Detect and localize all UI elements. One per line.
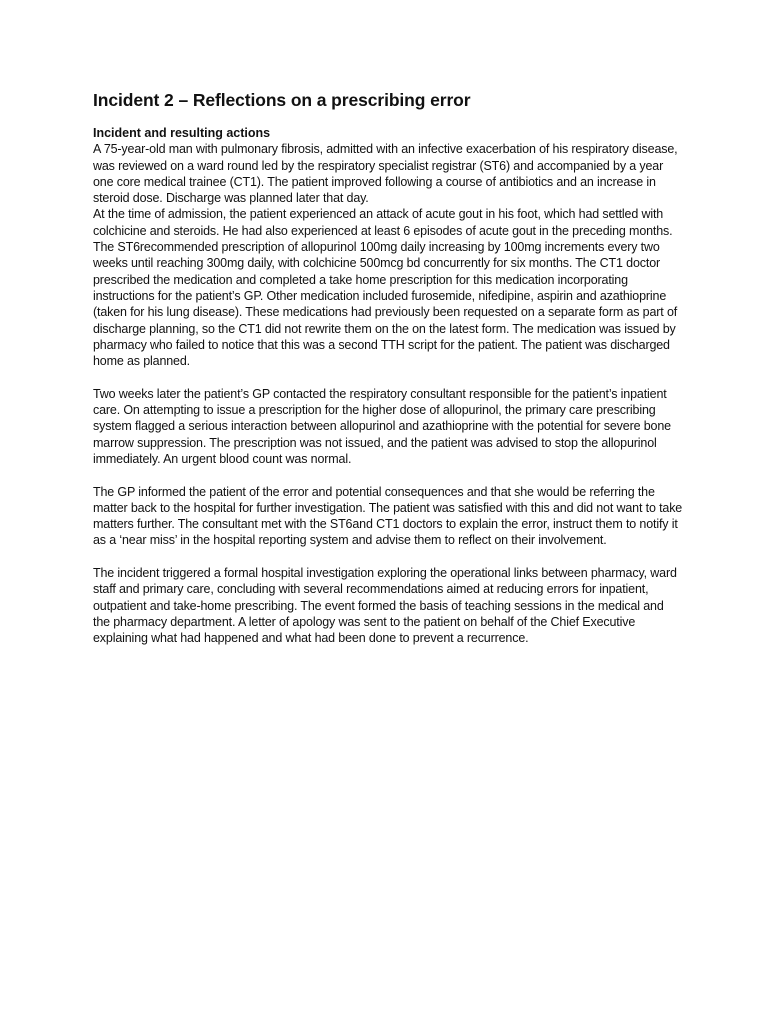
paragraph-prescription: At the time of admission, the patient experienced an attack of acute gout in his foot, which had settled with colchicine and steroids. He had also experienced at least 6 episodes of acute gout in the preceding months. The ST6recommended prescription of allopurinol 100mg daily increasing by 100mg increments every two weeks until reaching 300mg daily, with colchicine 500mcg bd concurrently for six months. The CT1 doctor prescribed the medication and completed a take home prescription for this medication incorporating instructions for the patient’s GP. Other medication included furosemide, nifedipine, aspirin and azathioprine (taken for his lung disease). These medications had previously been requested on a separate form as part of discharge planning, so the CT1 did not rewrite them on the on the latest form. The medication was issued by pharmacy who failed to notice that this was a second TTH script for the patient. The patient was discharged home as planned. [93, 207, 678, 369]
paragraph-gp-informed: The GP informed the patient of the error and potential consequences and that she would be referring the matter back to the hospital for further investigation. The patient was satisfied with this and did not want to take matters further. The consultant met with the ST6and CT1 doctors to explain the error, instruct them to notify it as a ‘near miss’ in the hospital reporting system and advise them to reflect on their involvement. [93, 484, 683, 548]
section-heading: Incident and resulting actions [93, 126, 271, 140]
document-title: Incident 2 – Reflections on a prescribing error [93, 90, 471, 110]
paragraph-admission: A 75-year-old man with pulmonary fibrosis, admitted with an infective exacerbation of his respiratory disease, was reviewed on a ward round led by the respiratory specialist registrar (ST6) and accompanied by a year one core medical trainee (CT1). The patient improved following a course of antibiotics and an increase in steroid dose. Discharge was planned later that day. [93, 142, 678, 206]
paragraph-investigation: The incident triggered a formal hospital investigation exploring the operational links between pharmacy, ward staff and primary care, concluding with several recommendations aimed at reducing errors for inpatient, outpatient and take-home prescribing. The event formed the basis of teaching sessions in the medical and the pharmacy department. A letter of apology was sent to the patient on behalf of the Chief Executive explaining what had happened and what had been done to prevent a recurrence. [93, 566, 677, 646]
paragraph-gp-contact: Two weeks later the patient’s GP contacted the respiratory consultant responsible for the patient’s inpatient care. On attempting to issue a prescription for the higher dose of allopurinol, the primary care prescribing system flagged a serious interaction between allopurinol and azathioprine with the potential for severe bone marrow suppression. The prescription was not issued, and the patient was advised to stop the allopurinol immediately. An urgent blood count was normal. [93, 386, 671, 466]
document-page [93, 88, 683, 647]
